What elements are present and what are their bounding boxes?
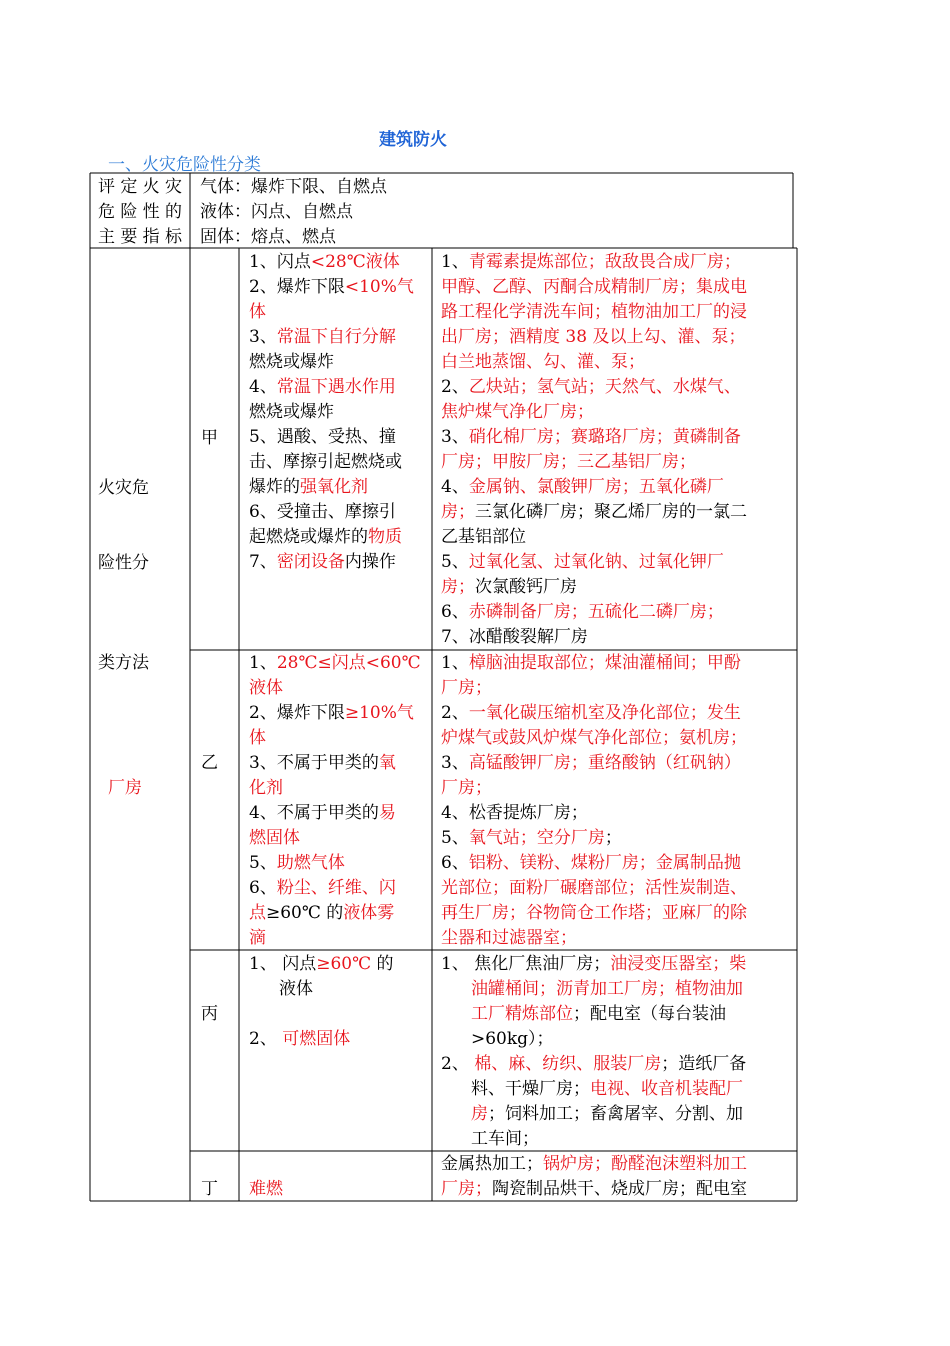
text-segment: 5、 — [441, 828, 469, 848]
text-line — [249, 901, 423, 926]
building-type: 厂房 — [108, 778, 142, 798]
highlighted-text: 厂房； — [441, 1179, 492, 1199]
text-line — [441, 952, 788, 977]
text-line — [441, 851, 788, 876]
text-line — [441, 550, 788, 575]
highlighted-text: 化剂 — [249, 778, 283, 798]
highlighted-text: 点 — [249, 903, 266, 923]
text-segment: ；饲料加工；畜禽屠宰、分割、加 — [488, 1104, 743, 1124]
highlighted-text: 焦炉煤气净化厂房； — [441, 402, 594, 422]
text-segment: 2、 — [249, 1029, 283, 1049]
indicator-liquid: 液体：闪点、自燃点 — [200, 202, 353, 222]
highlighted-text: 可燃固体 — [282, 1029, 351, 1049]
indicator-solid: 固体：熔点、燃点 — [200, 227, 336, 247]
highlighted-text: 铝粉、镁粉、煤粉厂房；金属制品抛 — [468, 853, 741, 873]
text-line — [249, 801, 423, 826]
text-line — [249, 400, 423, 425]
text-segment: 2、爆炸下限 — [249, 277, 345, 297]
text-segment: ； — [604, 828, 622, 848]
indicator-label-line: 危险性的 — [98, 202, 182, 222]
text-segment: 1、 闪点 — [249, 954, 317, 974]
highlighted-text: ≥60℃ — [316, 954, 372, 974]
text-segment: 液体 — [279, 979, 313, 999]
text-line — [249, 350, 423, 375]
text-line — [441, 1152, 788, 1177]
highlighted-text: 滴 — [249, 928, 266, 948]
text-line — [249, 475, 423, 500]
class-name-jia: 甲 — [201, 428, 218, 448]
text-segment: 1、闪点 — [249, 252, 311, 272]
text-line — [441, 300, 788, 325]
text-segment: 7、冰醋酸裂解厂房 — [441, 627, 588, 647]
text-line — [249, 826, 423, 851]
indicator-label — [98, 175, 182, 250]
highlighted-text: 常温下遇水作用 — [276, 377, 396, 397]
text-segment: 1、 — [441, 653, 469, 673]
highlighted-text: 房 — [471, 1104, 488, 1124]
text-segment: 爆炸的 — [249, 477, 300, 497]
text-line — [249, 926, 423, 951]
indicator-label-line: 评定火灾 — [98, 177, 182, 197]
text-segment: 起燃烧或爆炸的 — [249, 527, 368, 547]
text-line — [441, 275, 788, 300]
text-line — [249, 1177, 423, 1202]
text-line — [441, 1002, 788, 1027]
text-segment: 5、 — [441, 552, 469, 572]
text-line — [249, 300, 423, 325]
text-line — [441, 977, 788, 1002]
text-segment: 7、 — [249, 552, 277, 572]
highlighted-text: 液体雾 — [343, 903, 395, 923]
text-segment: 内操作 — [344, 552, 396, 572]
highlighted-text: 油罐桶间；沥青加工厂房；植物油加 — [471, 979, 743, 999]
criteria-ding — [249, 1177, 423, 1202]
highlighted-text: 易 — [378, 803, 396, 823]
highlighted-text: 出厂房；酒精度 38 及以上勾、灌、泵； — [441, 327, 746, 347]
text-line — [441, 400, 788, 425]
text-line — [249, 851, 423, 876]
highlighted-text: 粉尘、纤维、闪 — [276, 878, 396, 898]
text-line — [249, 651, 423, 676]
text-line — [441, 500, 788, 525]
highlighted-text: 路工程化学清洗车间；植物油加工厂的浸 — [441, 302, 747, 322]
text-line — [249, 275, 423, 300]
text-segment: 3、 — [441, 753, 469, 773]
text-line — [441, 525, 788, 550]
text-line — [441, 676, 788, 701]
text-line — [441, 1177, 788, 1202]
method-line: 火灾危 — [98, 478, 149, 498]
highlighted-text: 氧气站；空分厂房 — [468, 828, 605, 848]
highlighted-text: 油浸变压器室；柴 — [610, 954, 747, 974]
examples-ding — [441, 1152, 788, 1202]
highlighted-text: 密闭设备 — [276, 552, 345, 572]
text-line — [249, 876, 423, 901]
text-line — [441, 350, 788, 375]
text-line — [441, 1052, 788, 1077]
text-segment: 4、 — [441, 477, 469, 497]
text-segment: 次氯酸钙厂房 — [475, 577, 577, 597]
text-segment: 5、 — [249, 853, 277, 873]
examples-yi — [441, 651, 788, 951]
highlighted-text: 过氧化氢、过氧化钠、过氧化钾厂 — [468, 552, 724, 572]
text-line — [441, 926, 788, 951]
text-segment: 2、 — [441, 1054, 475, 1074]
text-segment: 4、不属于甲类的 — [249, 803, 379, 823]
highlighted-text: 厂房； — [441, 678, 492, 698]
class-name-yi: 乙 — [201, 753, 218, 773]
text-line — [441, 450, 788, 475]
highlighted-text: 光部位；面粉厂碾磨部位；活性炭制造、 — [441, 878, 747, 898]
highlighted-text: 房； — [441, 577, 475, 597]
highlighted-text: 金属钠、氯酸钾厂房；五氧化磷厂 — [468, 477, 724, 497]
text-segment: 4、松香提炼厂房； — [441, 803, 588, 823]
text-line — [249, 751, 423, 776]
text-segment: 1、 — [249, 653, 277, 673]
text-segment: 1、 — [441, 252, 469, 272]
section-heading: 一、火灾危险性分类 — [108, 155, 261, 175]
text-line — [249, 325, 423, 350]
highlighted-text: 硝化棉厂房；赛璐珞厂房；黄磷制备 — [468, 427, 741, 447]
highlighted-text: 难燃 — [249, 1179, 283, 1199]
text-segment: ≥60℃ — [266, 903, 321, 923]
highlighted-text: 再生厂房；谷物筒仓工作塔；亚麻厂的除 — [441, 903, 747, 923]
highlighted-text: 炉煤气或鼓风炉煤气净化部位；氨机房； — [441, 728, 747, 748]
criteria-jia — [249, 250, 423, 575]
indicator-label-line: 主要指标 — [98, 227, 182, 247]
highlighted-text: 电视、收音机装配厂 — [590, 1079, 743, 1099]
highlighted-text: 强氧化剂 — [300, 477, 368, 497]
text-segment: 击、摩擦引起燃烧或 — [249, 452, 402, 472]
text-line — [441, 801, 788, 826]
text-line — [441, 651, 788, 676]
text-line — [441, 475, 788, 500]
text-segment: 5、遇酸、受热、撞 — [249, 427, 396, 447]
text-segment: 金属热加工； — [441, 1154, 543, 1174]
text-line — [249, 525, 423, 550]
text-line — [441, 575, 788, 600]
text-line — [441, 375, 788, 400]
criteria-bing — [249, 952, 423, 1052]
highlighted-text: 青霉素提炼部位；敌敌畏合成厂房； — [468, 252, 741, 272]
examples-bing — [441, 952, 788, 1152]
text-segment: 6、受撞击、摩擦引 — [249, 502, 396, 522]
text-segment: 1、 焦化厂焦油厂房； — [441, 954, 611, 974]
text-line — [441, 826, 788, 851]
highlighted-text: 一氧化碳压缩机室及净化部位；发生 — [468, 703, 741, 723]
highlighted-text: 体 — [249, 728, 266, 748]
text-line — [249, 726, 423, 751]
text-segment: 4、 — [249, 377, 277, 397]
text-segment: 的 — [371, 954, 394, 974]
text-line — [249, 977, 423, 1002]
text-line — [249, 375, 423, 400]
text-segment: ；造纸厂备 — [661, 1054, 747, 1074]
text-segment: 燃烧或爆炸 — [249, 352, 334, 372]
method-line: 类方法 — [98, 653, 149, 673]
highlighted-text: 物质 — [368, 527, 402, 547]
text-segment: 2、爆炸下限 — [249, 703, 345, 723]
text-line — [249, 1027, 423, 1052]
text-segment: 2、 — [441, 377, 469, 397]
highlighted-text: 尘器和过滤器室； — [441, 928, 577, 948]
text-line — [249, 425, 423, 450]
indicator-gas: 气体：爆炸下限、自燃点 — [200, 177, 387, 197]
text-line — [441, 1127, 788, 1152]
text-line — [249, 450, 423, 475]
text-segment: >60kg）； — [471, 1029, 554, 1049]
indicator-items — [200, 175, 387, 250]
highlighted-text: 樟脑油提取部位；煤油灌桶间；甲酚 — [468, 653, 741, 673]
text-line — [249, 701, 423, 726]
text-line — [249, 676, 423, 701]
highlighted-text: 厂房；甲胺厂房；三乙基铝厂房； — [441, 452, 696, 472]
text-line — [249, 550, 423, 575]
text-line — [249, 952, 423, 977]
text-line — [441, 600, 788, 625]
highlighted-text: ≥10%气 — [344, 703, 414, 723]
text-line — [441, 776, 788, 801]
text-line — [441, 1102, 788, 1127]
highlighted-text: 甲醇、乙醇、丙酮合成精制厂房；集成电 — [441, 277, 747, 297]
method-line: 险性分 — [98, 553, 149, 573]
text-line — [441, 425, 788, 450]
text-line — [441, 726, 788, 751]
text-segment: 陶瓷制品烘干、烧成厂房；配电室 — [492, 1179, 747, 1199]
text-segment: 料、干燥厂房； — [471, 1079, 590, 1099]
highlighted-text: <10%气 — [344, 277, 414, 297]
text-line — [249, 776, 423, 801]
text-segment: 3、 — [249, 327, 277, 347]
highlighted-text: 厂房； — [441, 778, 492, 798]
highlighted-text: 28℃≤闪点<60℃ — [276, 653, 421, 673]
highlighted-text: 赤磷制备厂房；五硫化二磷厂房； — [468, 602, 724, 622]
text-line — [441, 701, 788, 726]
text-segment: 燃烧或爆炸 — [249, 402, 334, 422]
highlighted-text: 高锰酸钾厂房；重络酸钠（红矾钠） — [468, 753, 741, 773]
document-title: 建筑防火 — [379, 130, 447, 150]
text-line — [441, 751, 788, 776]
highlighted-text: 氧 — [378, 753, 396, 773]
text-line — [441, 250, 788, 275]
highlighted-text: 房； — [441, 502, 475, 522]
highlighted-text: 常温下自行分解 — [276, 327, 396, 347]
text-line — [249, 250, 423, 275]
text-line — [441, 901, 788, 926]
class-name-bing: 丙 — [201, 1004, 218, 1024]
text-segment: 三氯化磷厂房；聚乙烯厂房的一氯二 — [475, 502, 747, 522]
highlighted-text: 乙炔站；氢气站；天然气、水煤气、 — [468, 377, 741, 397]
text-segment: 工车间； — [471, 1129, 539, 1149]
text-line — [249, 500, 423, 525]
highlighted-text: 燃固体 — [249, 828, 300, 848]
highlighted-text: 助燃气体 — [276, 853, 345, 873]
highlighted-text: 体 — [249, 302, 266, 322]
text-segment: 6、 — [441, 853, 469, 873]
class-name-ding: 丁 — [201, 1179, 218, 1199]
text-segment: 6、 — [441, 602, 469, 622]
text-segment: 3、不属于甲类的 — [249, 753, 379, 773]
text-line — [441, 876, 788, 901]
text-segment: 6、 — [249, 878, 277, 898]
text-segment: 3、 — [441, 427, 469, 447]
examples-jia — [441, 250, 788, 650]
text-line — [249, 1002, 423, 1027]
highlighted-text: <28℃液体 — [310, 252, 400, 272]
text-segment: ；配电室（每台装油 — [573, 1004, 726, 1024]
highlighted-text: 棉、麻、纺织、服装厂房 — [474, 1054, 662, 1074]
text-segment: 的 — [320, 903, 344, 923]
text-line — [441, 1027, 788, 1052]
highlighted-text: 液体 — [249, 678, 283, 698]
text-line — [441, 625, 788, 650]
highlighted-text: 白兰地蒸馏、勾、灌、泵； — [441, 352, 645, 372]
highlighted-text: 工厂精炼部位 — [471, 1004, 573, 1024]
text-line — [441, 1077, 788, 1102]
criteria-yi — [249, 651, 423, 951]
text-segment: 2、 — [441, 703, 469, 723]
text-line — [441, 325, 788, 350]
highlighted-text: 锅炉房；酚醛泡沫塑料加工 — [543, 1154, 747, 1174]
text-segment: 乙基铝部位 — [441, 527, 526, 547]
